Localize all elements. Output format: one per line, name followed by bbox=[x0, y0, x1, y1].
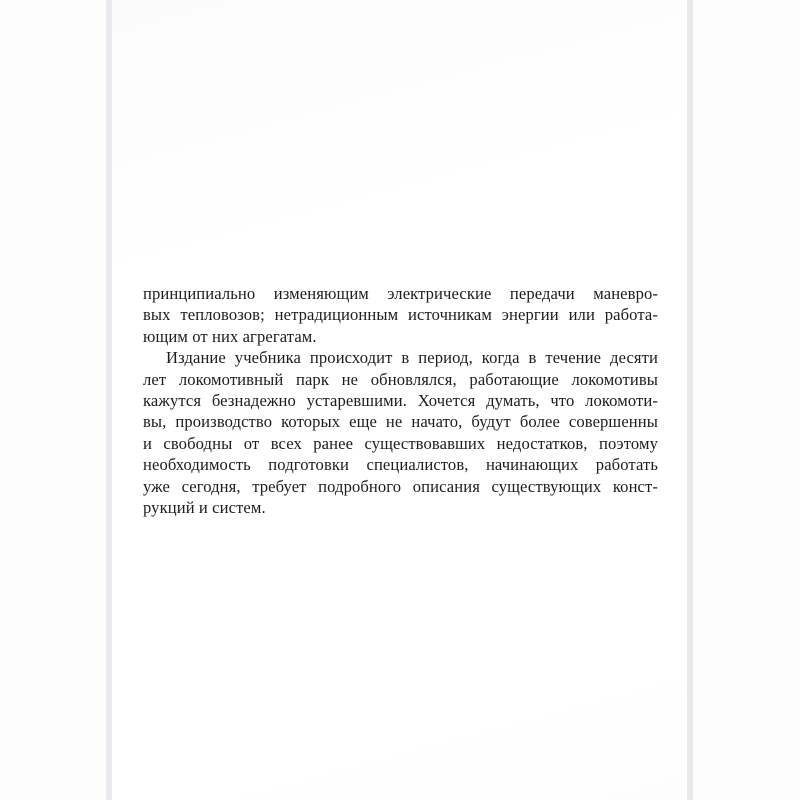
text-line: лет локомотивный парк не обновлялся, работающие локомотивы bbox=[143, 369, 658, 389]
text-line: принципиально изменяющим электрические передачи маневро- bbox=[143, 284, 658, 303]
book-page bbox=[106, 0, 693, 800]
text-line: вых тепловозов; нетрадиционным источникам энергии или работа- bbox=[143, 305, 658, 325]
text-line: уже сегодня, требует подробного описания существующих конст- bbox=[143, 476, 658, 496]
text-line: ющим от них агрегатам. bbox=[143, 326, 317, 346]
text-line: необходимость подготовки специалистов, начинающих работать bbox=[143, 455, 658, 475]
text-line: кажутся безнадежно устаревшими. Хочется думать, что локомоти- bbox=[143, 391, 658, 411]
text-line: вы, производство которых еще не начато, будут более совершенны bbox=[143, 412, 658, 432]
page-text-block bbox=[143, 283, 658, 518]
text-line: и свободны от всех ранее существовавших недостатков, поэтому bbox=[143, 433, 658, 453]
text-line: рукций и систем. bbox=[143, 498, 266, 518]
text-line: Издание учебника происходит в период, когда в течение десяти bbox=[166, 348, 658, 368]
